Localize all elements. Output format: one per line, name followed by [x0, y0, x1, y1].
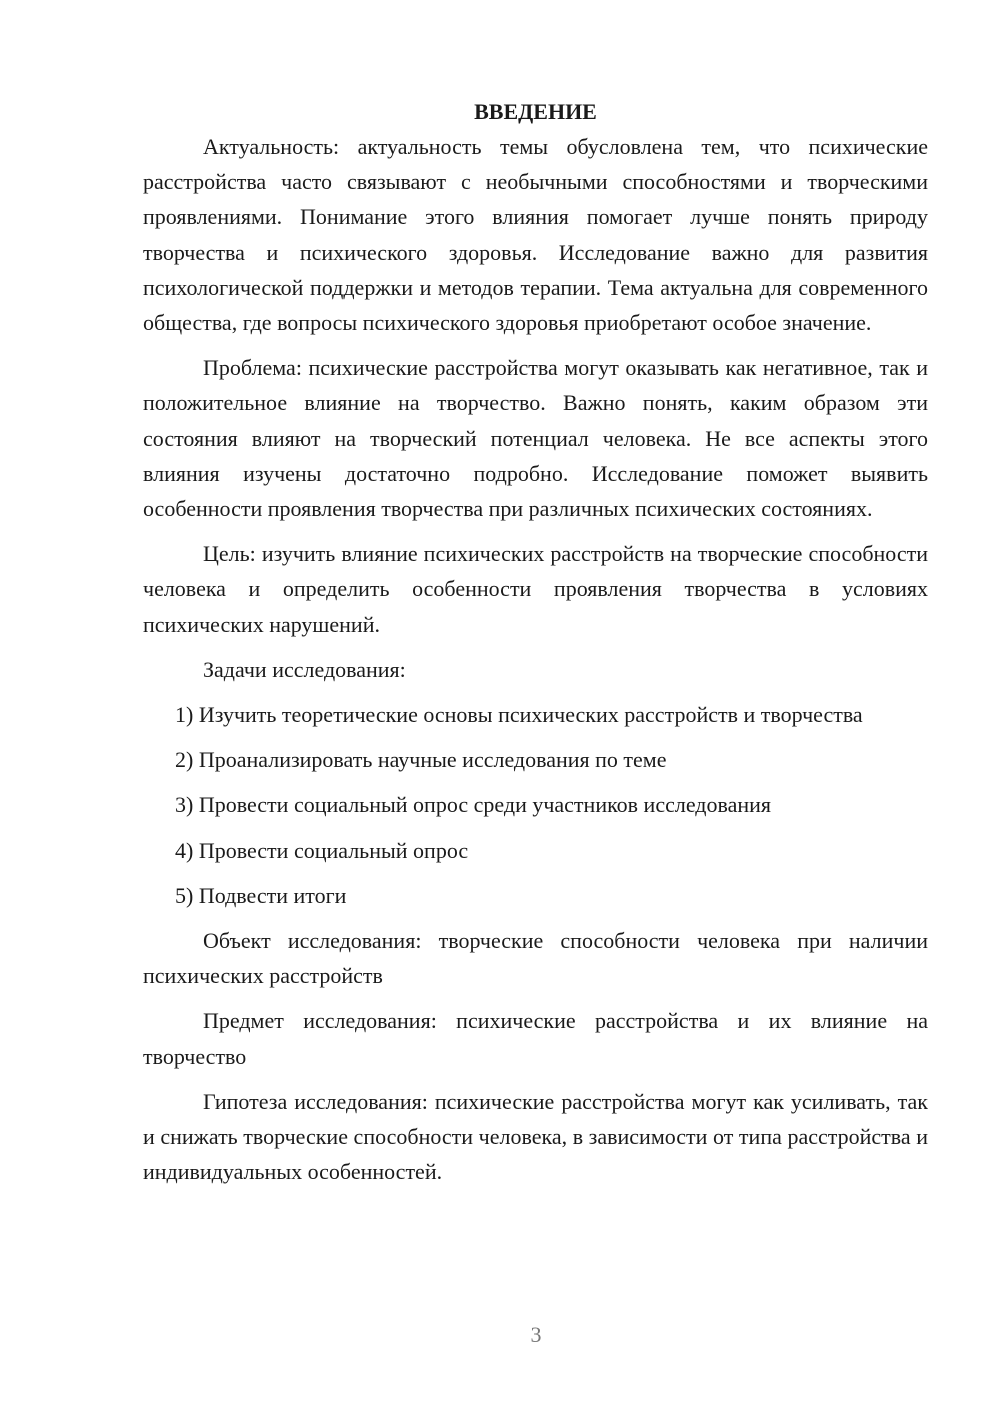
page-title: ВВЕДЕНИЕ: [474, 99, 597, 124]
paragraph-object: Объект исследования: творческие способности человека при наличии психических расстройств: [143, 928, 928, 989]
task-item-1: 1) Изучить теоретические основы психических расстройств и творчества: [175, 702, 863, 728]
task-item-3: 3) Провести социальный опрос среди участников исследования: [175, 792, 772, 818]
paragraph-goal: Цель: изучить влияние психических расстройств на творческие способности человека и определить особенности проявления творчества в условиях психических нарушений.: [143, 541, 928, 637]
paragraph-relevance: Актуальность: актуальность темы обусловлена тем, что психические расстройства часто связывают с необычными способностями и творческими проявлениями. Понимание этого влияния помогает лучше понять природу творчества и психического здоровья. Исследование важно для развития психологической поддержки и методов терапии. Тема актуальна для современного общества, где вопросы психического здоровья приобретают особое значение.: [143, 134, 928, 336]
paragraph-subject: Предмет исследования: психические расстройства и их влияние на творчество: [143, 1008, 928, 1069]
tasks-heading: Задачи исследования:: [203, 656, 406, 682]
paragraph-problem: Проблема: психические расстройства могут оказывать как негативное, так и положительное влияние на творчество. Важно понять, каким образом эти состояния влияют на творческий потенциал человека. Не все аспекты этого влияния изучены достаточно подробно. Исследование поможет выявить особенности проявления творчества при различных психических состояниях.: [143, 355, 928, 522]
page-number: 3: [530, 1322, 542, 1347]
document-page: [143, 94, 928, 1199]
paragraph-hypothesis: Гипотеза исследования: психические расстройства могут как усиливать, так и снижать творческие способности человека, в зависимости от типа расстройства и индивидуальных особенностей.: [143, 1088, 928, 1185]
task-item-2: 2) Проанализировать научные исследования по теме: [175, 747, 667, 773]
task-item-5: 5) Подвести итоги: [175, 882, 347, 908]
task-item-4: 4) Провести социальный опрос: [175, 837, 469, 863]
